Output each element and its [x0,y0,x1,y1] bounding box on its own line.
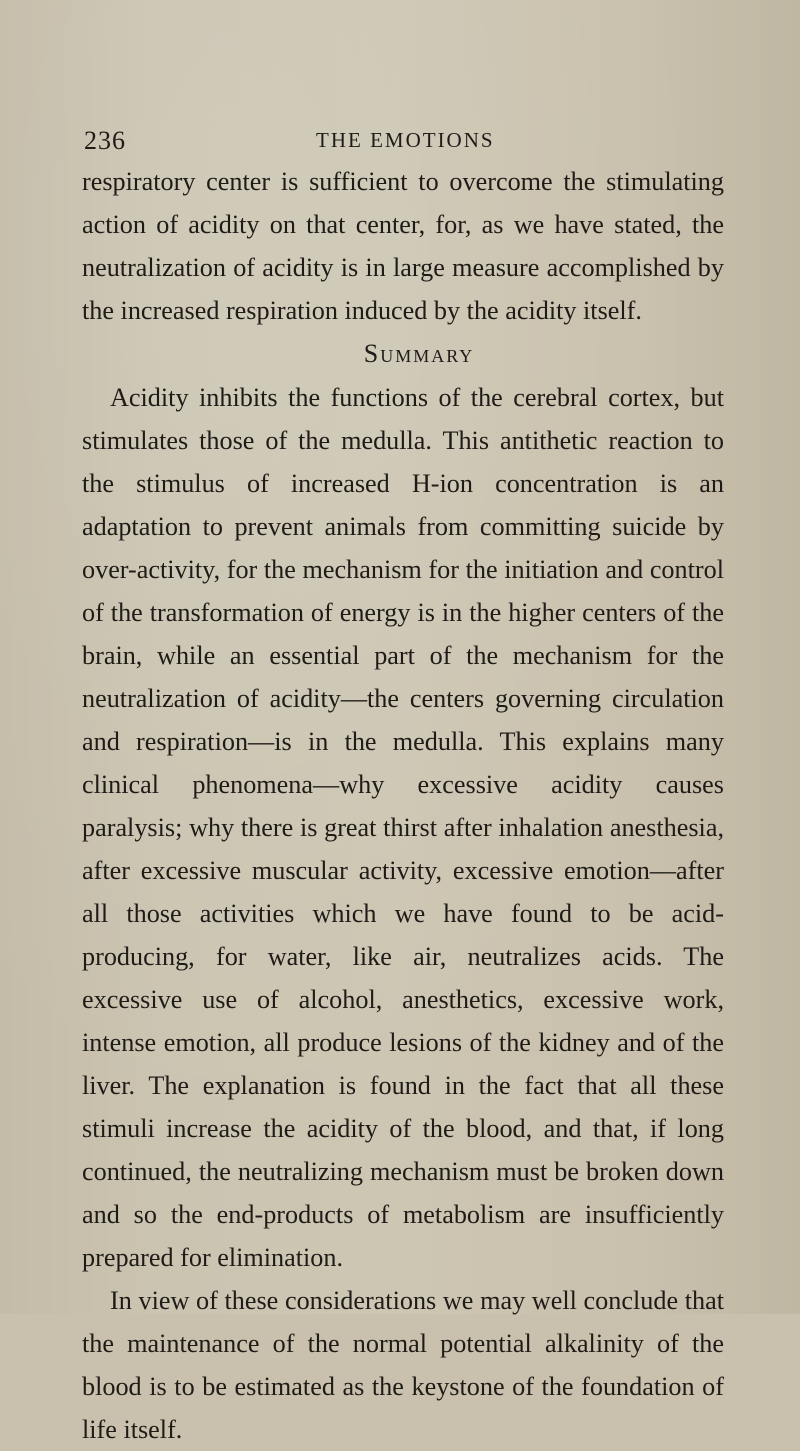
summary-paragraph-2: In view of these considerations we may well conclude that the maintenance of the normal potential alkalinity of the blood is to be estimated as the keystone of the foundation of life itself. [82,1286,724,1444]
opening-paragraph: respiratory center is sufficient to overcome the stimulating action of acidity on that center, for, as we have stated, the neutralization of acidity is in large measure accomplished by the increased respiration induced by the acidity itself. [82,167,724,325]
page-number: 236 [84,126,126,155]
summary-heading: Summary [363,339,475,368]
summary-paragraph-1: Acidity inhibits the functions of the cerebral cortex, but stimulates those of the medulla. This antithetic reaction to the stimulus of increased H-ion concentration is an adaptation to prevent animals from committing suicide by over-activity, for the mechanism for the initiation and control of the transformation of energy is in the higher centers of the brain, while an essential part of the mechanism for the neutralization of acidity—the centers governing circulation and respiration—is in the medulla. This explains many clinical phenomena—why excessive acidity causes paralysis; why there is great thirst after inhalation anesthesia, after excessive muscular activity, excessive emotion—after all those activities which we have found to be acid-producing, for water, like air, neutralizes acids. The excessive use of alcohol, anesthetics, excessive work, intense emotion, all produce lesions of the kidney and of the liver. The explanation is found in the fact that all these stimuli increase the acidity of the blood, and that, if long continued, the neutralizing mechanism must be broken down and so the end-products of metabolism are insufficiently prepared for elimination. [82,383,724,1272]
body-text [82,160,724,1451]
page-header [84,126,724,158]
running-head: THE EMOTIONS [316,128,495,152]
